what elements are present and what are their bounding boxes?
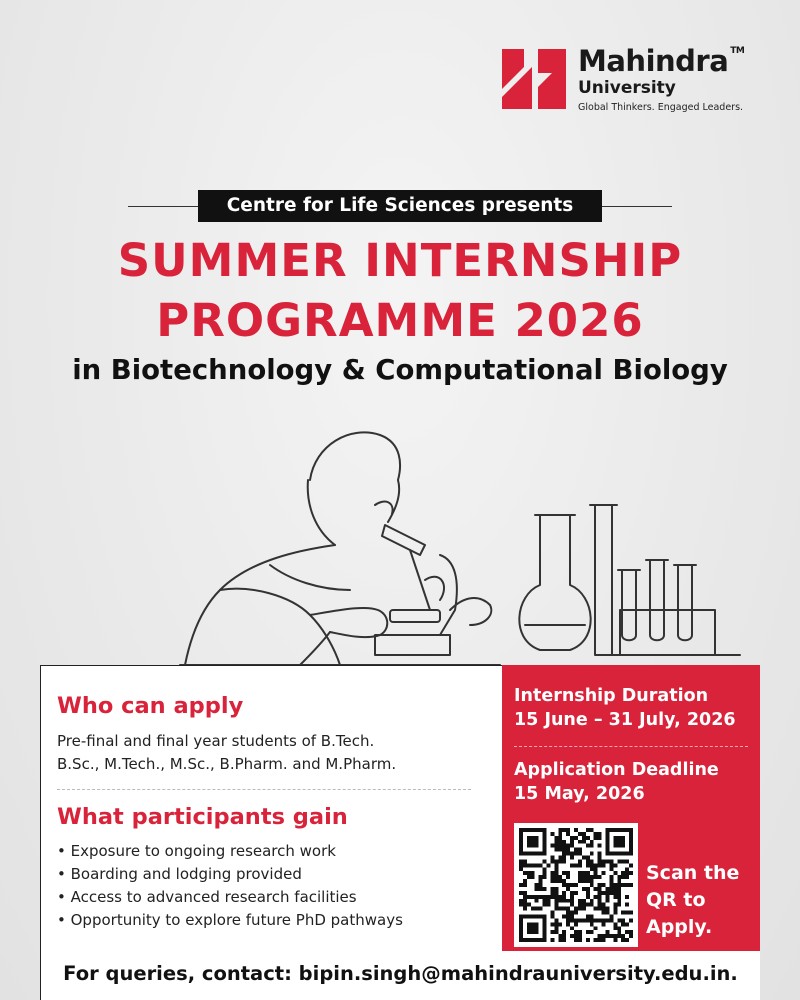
- eligibility-text: [57, 730, 396, 776]
- title-line-1: SUMMER INTERNSHIP: [117, 234, 683, 287]
- logo-wordmark: Mahindra ™: [578, 44, 745, 78]
- eligibility-line-2: B.Sc., M.Tech., M.Sc., B.Pharm. and M.Pharm.: [57, 755, 397, 773]
- who-can-apply-heading: Who can apply: [57, 693, 244, 719]
- scan-line-3: Apply.: [646, 916, 713, 938]
- duration-value: 15 June – 31 July, 2026: [514, 710, 736, 730]
- deadline-value: 15 May, 2026: [514, 784, 645, 804]
- list-item: • Opportunity to explore future PhD pathways: [57, 909, 403, 932]
- list-item: • Boarding and lodging provided: [57, 863, 403, 886]
- presenter-banner: Centre for Life Sciences presents: [198, 190, 602, 222]
- gains-list: [57, 840, 403, 932]
- qr-code-icon[interactable]: [514, 823, 638, 947]
- trademark-symbol: TM: [730, 46, 745, 56]
- contact-footer: For queries, contact: bipin.singh@mahindrauniversity.edu.in.: [40, 951, 760, 1000]
- list-item: • Access to advanced research facilities: [57, 886, 403, 909]
- scan-line-2: QR to: [646, 889, 706, 911]
- logo-tagline: Global Thinkers. Engaged Leaders.: [578, 102, 744, 113]
- duration-heading: Internship Duration: [514, 686, 709, 706]
- list-item: • Exposure to ongoing research work: [57, 840, 403, 863]
- divider-left: [128, 206, 198, 207]
- dates-panel: [502, 665, 760, 951]
- eligibility-panel: [40, 665, 502, 951]
- divider-right: [602, 206, 672, 207]
- eligibility-line-1: Pre-final and final year students of B.Tech.: [57, 732, 375, 750]
- scientist-microscope-icon: [140, 410, 760, 670]
- logo-subtitle: University: [578, 78, 676, 98]
- gains-heading: What participants gain: [57, 804, 348, 830]
- section-divider: [57, 789, 471, 790]
- deadline-heading: Application Deadline: [514, 760, 719, 780]
- dates-divider: [514, 746, 748, 747]
- scan-cta: [646, 860, 756, 941]
- scan-line-1: Scan the: [646, 862, 740, 884]
- programme-subtitle: in Biotechnology & Computational Biology: [72, 354, 728, 386]
- university-logo: [502, 44, 762, 116]
- mahindra-logo-icon: [502, 47, 566, 111]
- title-line-2: PROGRAMME 2026: [156, 294, 644, 347]
